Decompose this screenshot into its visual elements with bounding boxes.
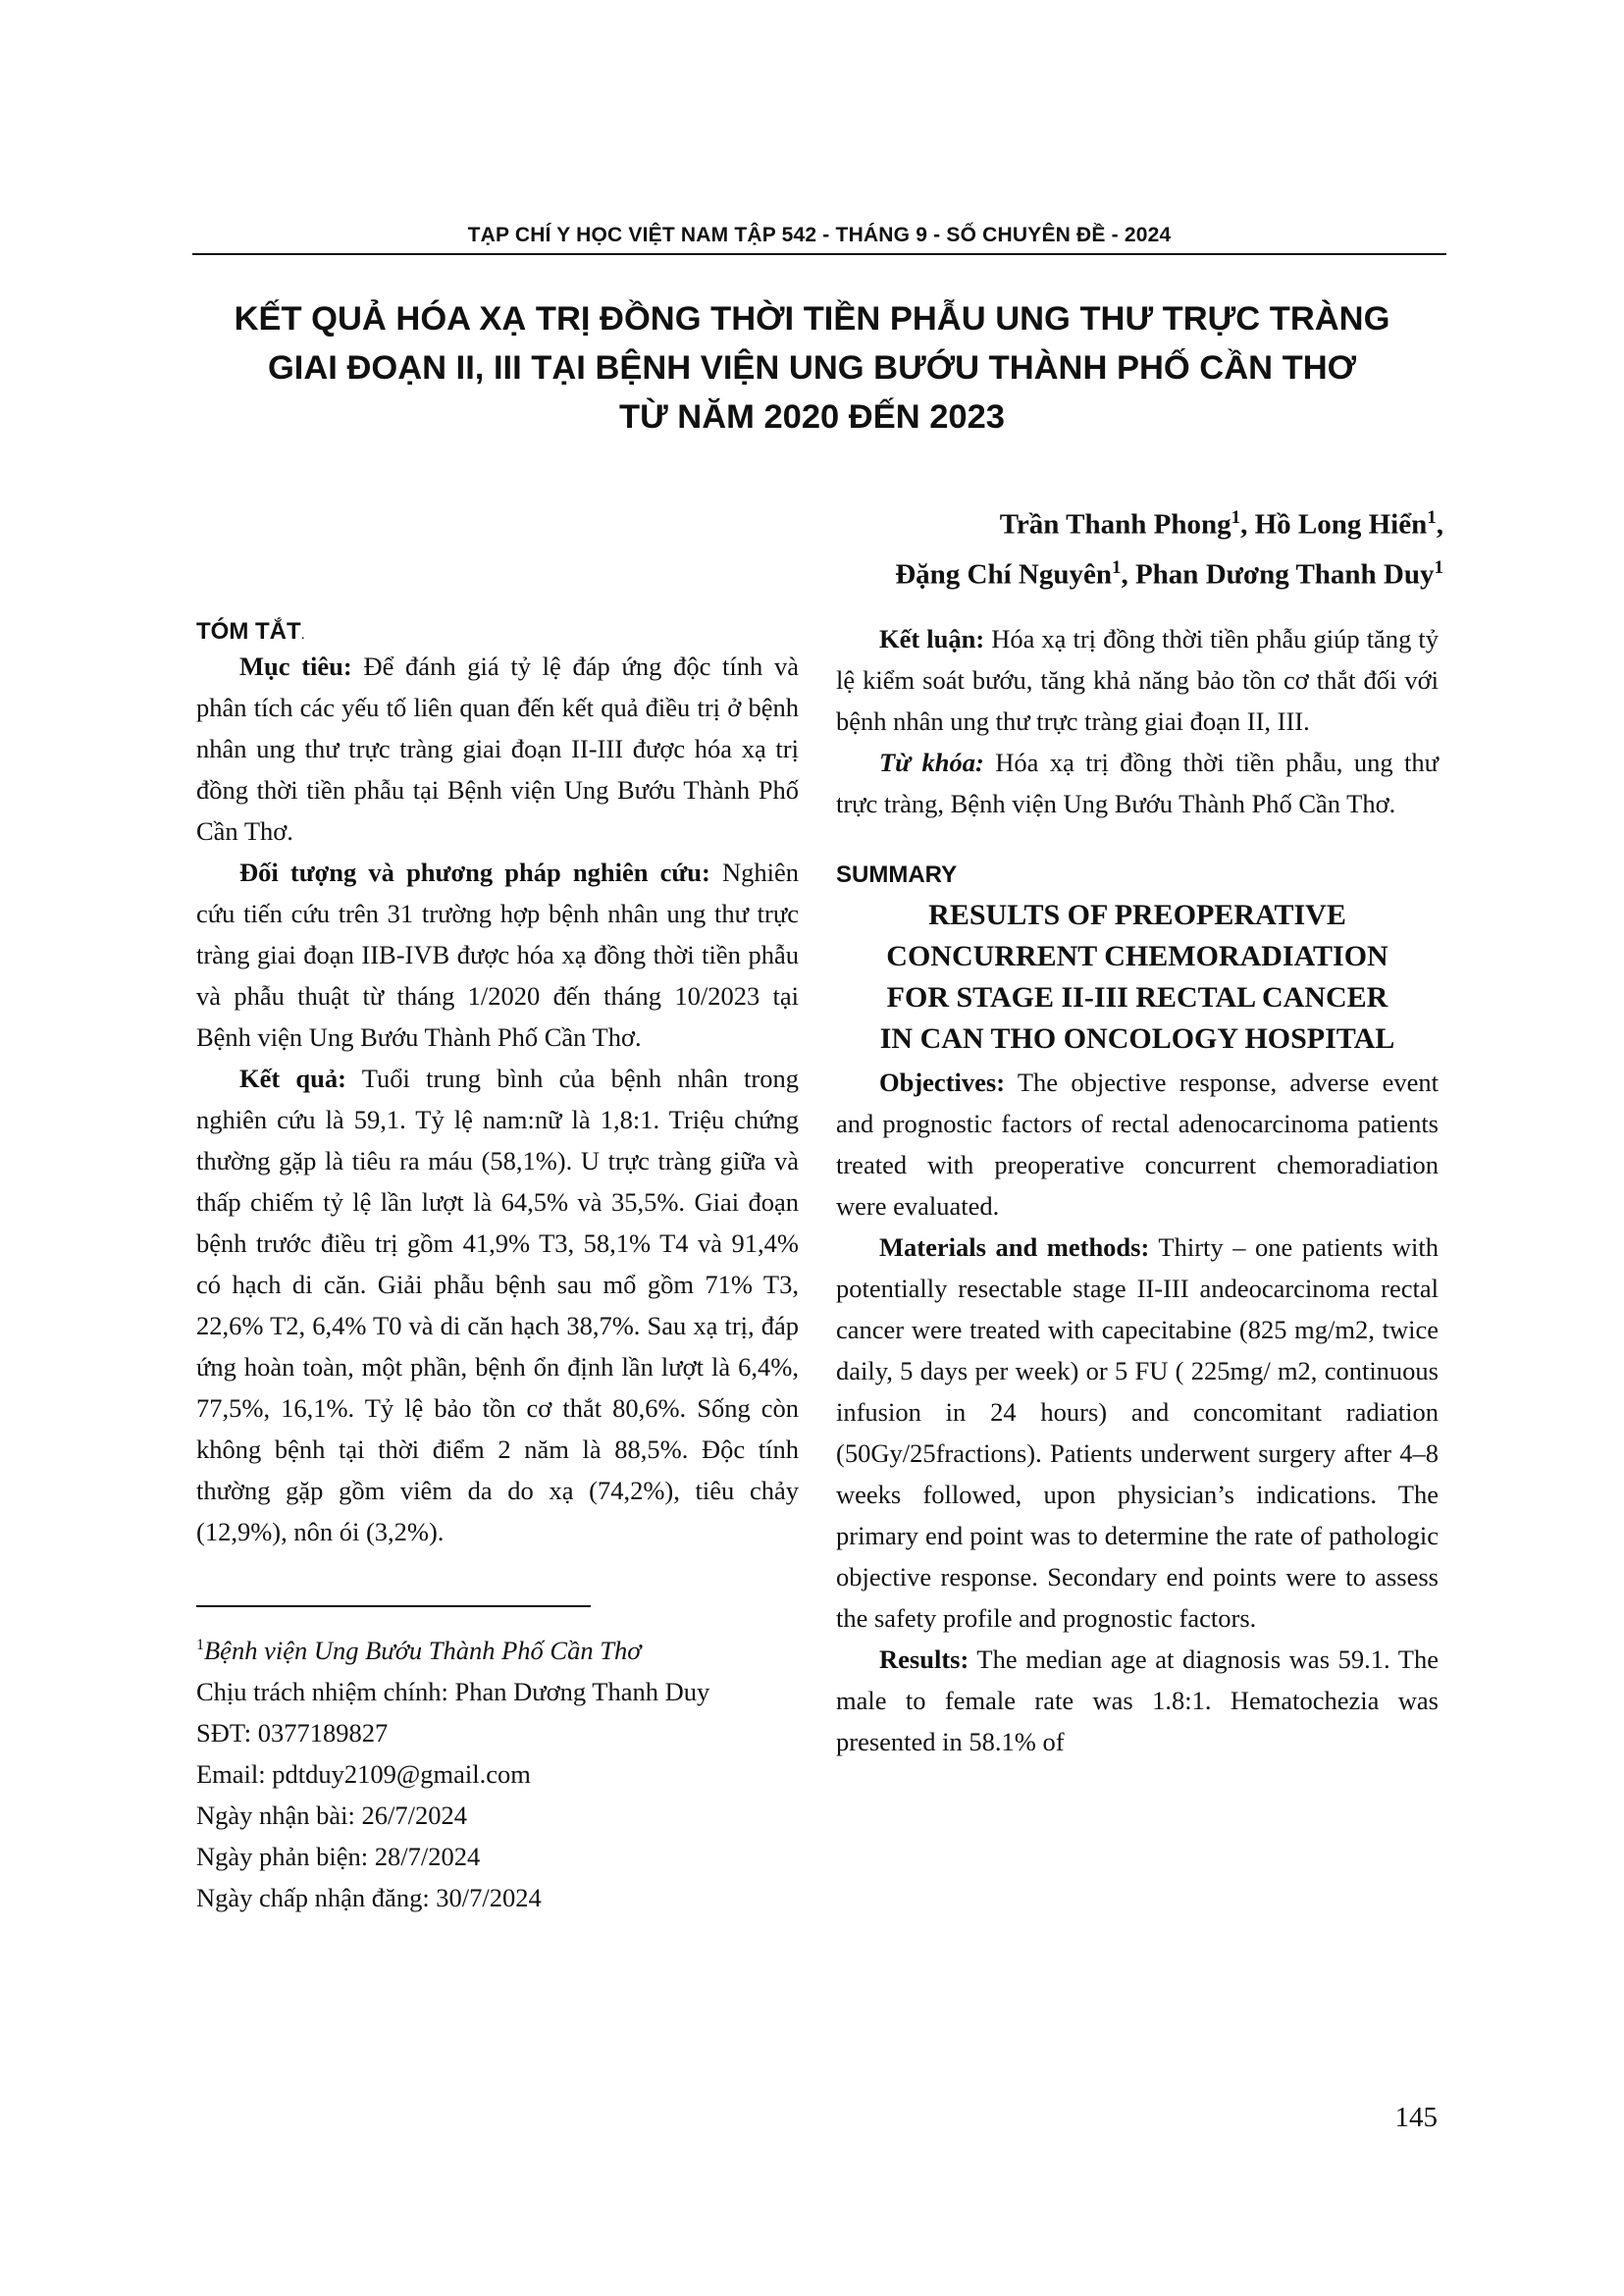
article-title: [157, 294, 1467, 442]
footnote-line: Ngày chấp nhận đăng: 30/7/2024: [196, 1882, 542, 1912]
title-line-3: TỪ NĂM 2020 ĐẾN 2023: [619, 398, 1005, 436]
affiliation-mark: 1: [1434, 556, 1443, 578]
author-name: Đặng Chí Nguyên: [895, 558, 1112, 591]
author-line-1: Trần Thanh Phong$^1$, Hồ Long Hiển$^1$,: [999, 507, 1443, 541]
footnote-block: [196, 1625, 799, 1918]
abstract-heading: TÓM TẮT.: [196, 618, 305, 645]
footnote-affiliation: $^1$Bệnh viện Ung Bướu Thành Phố Cần Thơ: [196, 1635, 642, 1665]
footnote-line: Email: pdtduy2109@gmail.com: [196, 1758, 531, 1789]
summary-results: Results: The median age at diagnosis was 59.1. The male to female rate was 1.8:1. Hematochezia was presented in 58.1% of: [836, 1644, 1439, 1756]
right-column: [836, 618, 1439, 1762]
footnote-line: Ngày nhận bài: 26/7/2024: [196, 1800, 467, 1830]
author-line-2: Đặng Chí Nguyên$^1$, Phan Dương Thanh Duy$^1$: [895, 556, 1443, 591]
summary-heading: SUMMARY: [836, 861, 958, 888]
title-line-2: GIAI ĐOẠN II, III TẠI BỆNH VIỆN UNG BƯỚU THÀNH PHỐ CẦN THƠ: [267, 349, 1357, 387]
left-column: [196, 618, 799, 1918]
footnote-line: Ngày phản biện: 28/7/2024: [196, 1841, 481, 1871]
author-name: Trần Thanh Phong: [999, 508, 1231, 541]
footnote-line: SĐT: 0377189827: [196, 1717, 389, 1748]
affiliation-mark: 1: [1427, 507, 1437, 528]
summary-title: RESULTS OF PREOPERATIVE CONCURRENT CHEMORADIATION FOR STAGE II-III RECTAL CANCER IN CAN THO ONCOLOGY HOSPITAL: [879, 899, 1395, 1055]
footnote-rule: [196, 1605, 591, 1607]
affiliation-mark: 1: [1231, 507, 1241, 528]
header-rule: [192, 253, 1446, 255]
abstract-objective: Mục tiêu: Để đánh giá tỷ lệ đáp ứng độc tính và phân tích các yếu tố liên quan đến kết quả điều trị ở bệnh nhân ung thư trực tràng giai đoạn II-III được hóa xạ trị đồng thời tiền phẫu tại Bệnh viện Ung Bướu Thành Phố Cần Thơ.: [196, 652, 799, 846]
journal-running-header: TẠP CHÍ Y HỌC VIỆT NAM TẬP 542 - THÁNG 9 - SỐ CHUYÊN ĐỀ - 2024: [467, 224, 1172, 246]
author-name: Phan Dương Thanh Duy: [1134, 558, 1435, 591]
abstract-keywords: Từ khóa: Hóa xạ trị đồng thời tiền phẫu, ung thư trực tràng, Bệnh viện Ung Bướu Thành Phố Cần Thơ.: [836, 748, 1439, 818]
summary-methods: Materials and methods: Thirty – one patients with potentially resectable stage II-III andeocarcinoma rectal cancer were treated with capecitabine (825 mg/m2, twice daily, 5 days per week) or 5 FU ( 225mg/ m2, continuous infusion in 24 hours) and concomitant radiation (50Gy/25fractions). Patients underwent surgery after 4–8 weeks followed, upon physician’s indications. The primary end point was to determine the rate of pathologic objective response. Secondary end points were to assess the safety profile and prognostic factors.: [836, 1232, 1439, 1633]
page-number: 145: [1394, 2102, 1438, 2133]
summary-objectives: Objectives: The objective response, adverse event and prognostic factors of rectal adenocarcinoma patients treated with preoperative concurrent chemoradiation were evaluated.: [836, 1068, 1439, 1221]
footnote-line: Chịu trách nhiệm chính: Phan Dương Thanh Duy: [196, 1676, 710, 1706]
author-name: Hồ Long Hiển: [1254, 508, 1428, 541]
abstract-conclusion: Kết luận: Hóa xạ trị đồng thời tiền phẫu giúp tăng tỷ lệ kiểm soát bướu, tăng khả năng bảo tồn cơ thắt đối với bệnh nhân ung thư trực tràng giai đoạn II, III.: [836, 624, 1439, 736]
title-line-1: KẾT QUẢ HÓA XẠ TRỊ ĐỒNG THỜI TIỀN PHẪU UNG THƯ TRỰC TRÀNG: [234, 300, 1390, 338]
affiliation-mark: 1: [1111, 556, 1122, 578]
abstract-results: Kết quả: Tuổi trung bình của bệnh nhân trong nghiên cứu là 59,1. Tỷ lệ nam:nữ là 1,8:1. Triệu chứng thường gặp là tiêu ra máu (58,1%). U trực tràng giữa và thấp chiếm tỷ lệ lần lượt là 64,5% và 35,5%. Giai đoạn bệnh trước điều trị gồm 41,9% T3, 58,1% T4 và 91,4% có hạch di căn. Giải phẫu bệnh sau mổ gồm 71% T3, 22,6% T2, 6,4% T0 và di căn hạch 38,7%. Sau xạ trị, đáp ứng hoàn toàn, một phần, bệnh ổn định lần lượt là 6,4%, 77,5%, 16,1%. Tỷ lệ bảo tồn cơ thắt 80,6%. Sống còn không bệnh tại thời điểm 2 năm là 88,5%. Độc tính thường gặp gồm viêm da do xạ (74,2%), tiêu chảy (12,9%), nôn ói (3,2%).: [196, 1064, 799, 1546]
author-list: [895, 496, 1443, 596]
abstract-methods: Đối tượng và phương pháp nghiên cứu: Nghiên cứu tiến cứu trên 31 trường hợp bệnh nhân ung thư trực tràng giai đoạn IIB-IVB được hóa xạ đồng thời tiền phẫu và phẫu thuật từ tháng 1/2020 đến tháng 10/2023 tại Bệnh viện Ung Bướu Thành Phố Cần Thơ.: [196, 858, 800, 1052]
